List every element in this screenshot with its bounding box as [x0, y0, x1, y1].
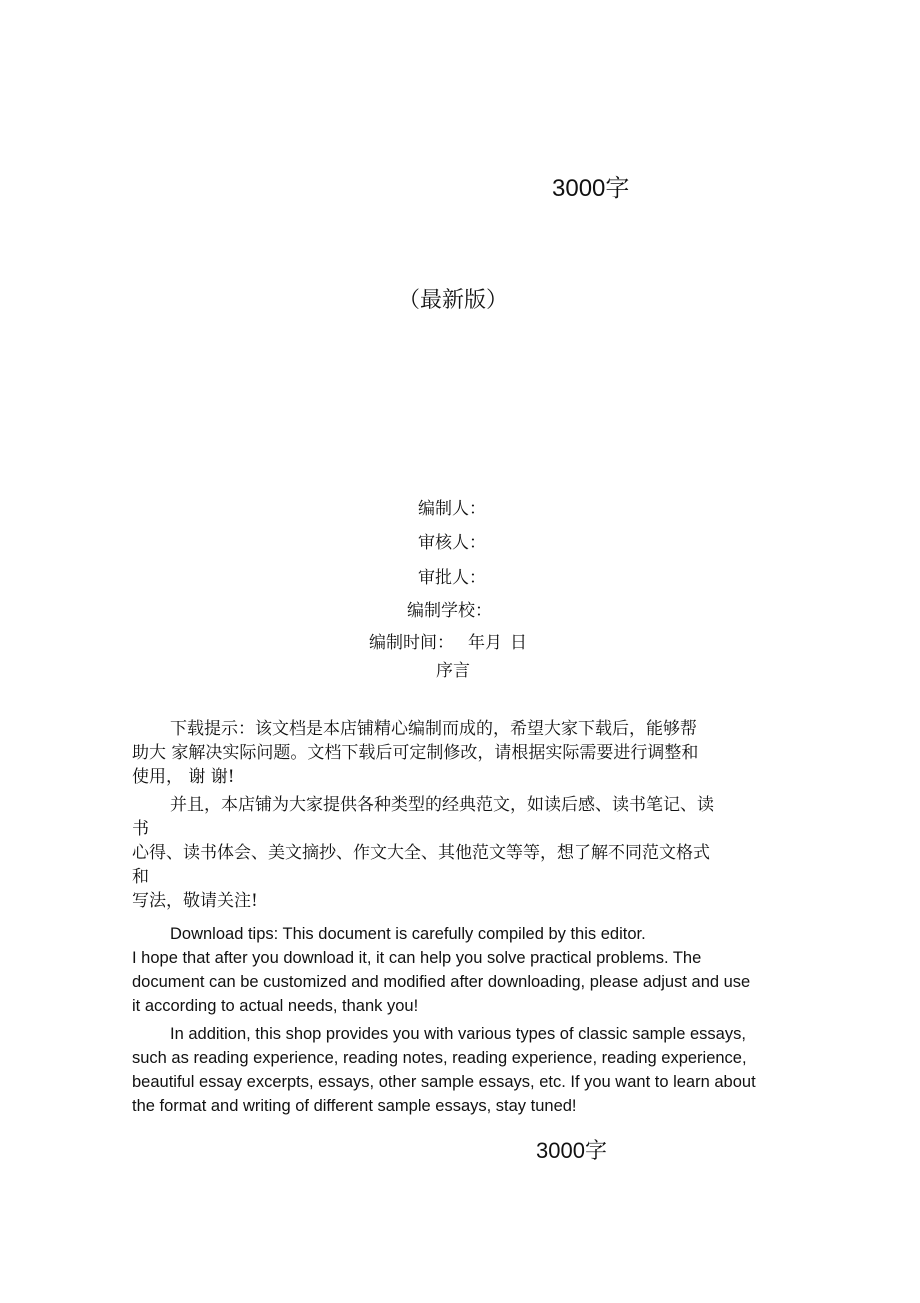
cn-addition-paragraph [132, 793, 780, 913]
title-word-count: 3000 [552, 175, 606, 202]
en-addition-line: beautiful essay excerpts, essays, other sample essays, etc. If you want to learn about [132, 1073, 756, 1091]
en-download-tips [132, 922, 780, 1018]
title-word-unit: 字 [605, 174, 630, 202]
document-subtitle: （最新版） [398, 288, 509, 313]
en-addition-line: the format and writing of different sample essays, stay tuned! [132, 1097, 577, 1115]
cn-tips-line: 使用， 谢 谢! [132, 767, 235, 787]
footer-count-unit: 字 [584, 1139, 607, 1164]
cn-tips-line: 下载提示：该文档是本店铺精心编制而成的，希望大家下载后，能够帮 [170, 719, 697, 739]
footer-count-number: 3000 [536, 1138, 585, 1163]
footer-word-count [536, 1134, 607, 1165]
reviewer-label: 审核人： [418, 533, 486, 553]
month-label: 月 [485, 633, 502, 653]
en-addition-paragraph [132, 1022, 780, 1118]
document-title [552, 168, 629, 203]
en-addition-line: such as reading experience, reading notes, reading experience, reading experience, [132, 1049, 747, 1067]
approver-label: 审批人： [418, 568, 486, 588]
year-label: 年 [468, 633, 485, 653]
en-tips-line: it according to actual needs, thank you! [132, 997, 419, 1015]
en-tips-line: Download tips: This document is carefully compiled by this editor. [170, 925, 646, 943]
cn-tips-line: 助大 家解决实际问题。文档下载后可定制修改，请根据实际需要进行调整和 [132, 743, 699, 763]
en-addition-line: In addition, this shop provides you with various types of classic sample essays, [170, 1025, 746, 1043]
cn-addition-line: 和 [132, 867, 149, 887]
cn-addition-line: 并且，本店铺为大家提供各种类型的经典范文，如读后感、读书笔记、读 [170, 795, 714, 815]
cn-addition-line: 书 [132, 819, 149, 839]
preface-heading: 序言 [436, 661, 470, 681]
day-label: 日 [510, 633, 527, 653]
cn-addition-line: 心得、读书体会、美文摘抄、作文大全、其他范文等等，想了解不同范文格式 [132, 843, 710, 863]
school-label: 编制学校： [407, 601, 492, 621]
en-tips-line: document can be customized and modified after downloading, please adjust and use [132, 973, 751, 991]
en-tips-line: I hope that after you download it, it can help you solve practical problems. The [132, 949, 702, 967]
editor-label: 编制人： [418, 499, 486, 519]
cn-download-tips [132, 717, 780, 789]
cn-addition-line: 写法，敬请关注! [132, 891, 258, 911]
compile-time-row [369, 628, 527, 653]
compile-time-label: 编制时间： [369, 633, 454, 653]
